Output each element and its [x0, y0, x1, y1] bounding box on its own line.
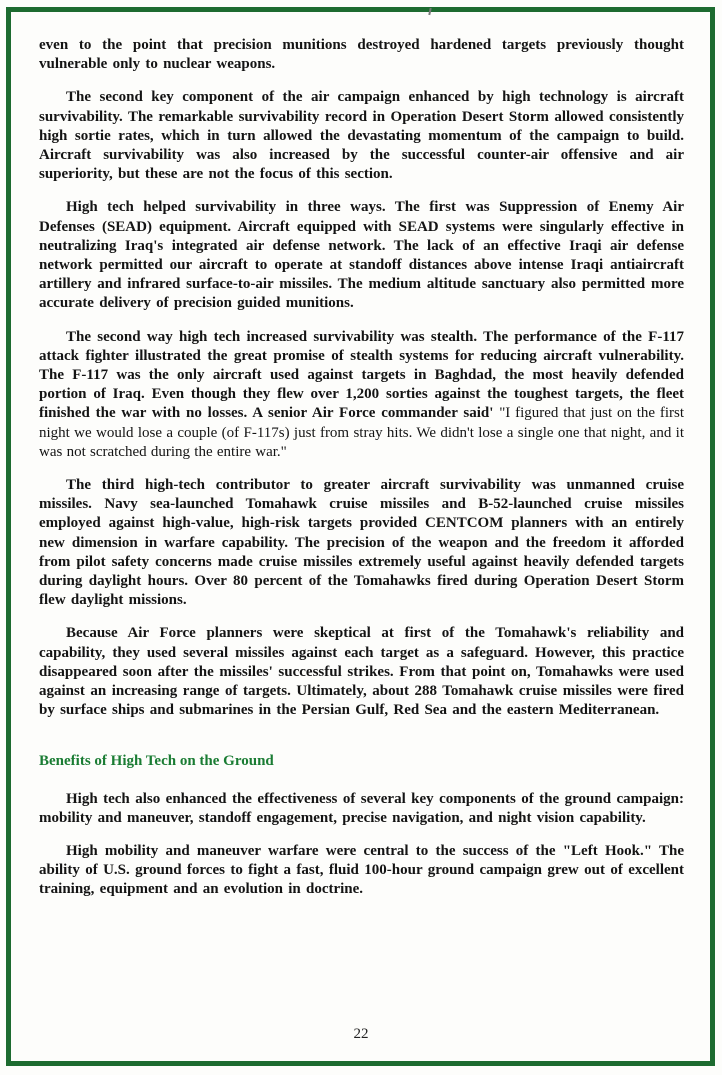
paragraph-stealth	[39, 328, 684, 462]
paragraph-stealth-bold-text: The second way high tech increased survivability was stealth. The performance of the F-117 attack fighter illustrated the great promise of stealth systems for reducing aircraft vulnerability. The F-117 was the only aircraft used against targets in Baghdad, the most heavily defended portion of Iraq. Even though they flew over 1,200 sorties against the toughest targets, the fleet finished the war with no losses. A senior Air Force commander said'	[39, 328, 684, 422]
paragraph-tomahawk: Because Air Force planners were skeptical at first of the Tomahawk's reliability and capability, they used several missiles against each target as a safeguard. However, this practice disappeared soon after the missiles' successful strikes. From that point on, Tomahawks were used against an increasing range of targets. Ultimately, about 288 Tomahawk cruise missiles were fired by surface ships and submarines in the Persian Gulf, Red Sea and the eastern Mediterranean.	[39, 625, 684, 719]
scan-artifact-mark	[428, 8, 431, 15]
paragraph-continuation: even to the point that precision munitions destroyed hardened targets previously thought vulnerable only to nuclear weapons.	[39, 37, 684, 73]
paragraph-cruise-missiles: The third high-tech contributor to greater aircraft survivability was unmanned cruise missiles. Navy sea-launched Tomahawk cruise missiles and B-52-launched cruise missiles employed against high-value, high-risk targets provided CENTCOM planners with an entirely new dimension in warfare capability. The precision of the weapon and the freedom it afforded from pilot safety concerns made cruise missiles extremely useful against heavily defended targets during daylight hours. Over 80 percent of the Tomahawks fired during Operation Desert Storm flew daylight missions.	[39, 477, 684, 609]
paragraph-sead: High tech helped survivability in three ways. The first was Suppression of Enemy Air Defenses (SEAD) equipment. Aircraft equipped with SEAD systems were singularly effective in neutralizing Iraq's integrated air defense network. The lack of an effective Iraqi air defense network permitted our aircraft to operate at standoff distances above intense Iraqi antiaircraft artillery and infrared surface-to-air missiles. The medium altitude sanctuary also permitted more accurate delivery of precision guided munitions.	[39, 199, 684, 312]
paragraph-survivability: The second key component of the air campaign enhanced by high technology is aircraft survivability. The remarkable survivability record in Operation Desert Storm allowed consistently high sortie rates, which in turn allowed the devastating momentum of the campaign to build. Aircraft survivability was also increased by the successful counter-air offensive and air superiority, but these are not the focus of this section.	[39, 89, 684, 183]
paragraph-ground-intro: High tech also enhanced the effectiveness of several key components of the ground campaign: mobility and maneuver, standoff engagement, precise navigation, and night vision capability.	[39, 790, 684, 826]
section-heading-benefits-ground: Benefits of High Tech on the Ground	[39, 752, 274, 769]
paragraph-left-hook: High mobility and maneuver warfare were central to the success of the "Left Hook." The ability of U.S. ground forces to fight a fast, fluid 100-hour ground campaign grew out of excellent training, equipment and an evolution in doctrine.	[39, 842, 684, 898]
page-content	[39, 36, 684, 914]
page-number: 22	[353, 1026, 369, 1042]
paragraph-stealth-quote-text: "I figured that just on the first night we would lose a couple (of F-117s) just from stray hits. We didn't lose a single one that night, and it was not scratched during the entire war."	[39, 405, 685, 460]
